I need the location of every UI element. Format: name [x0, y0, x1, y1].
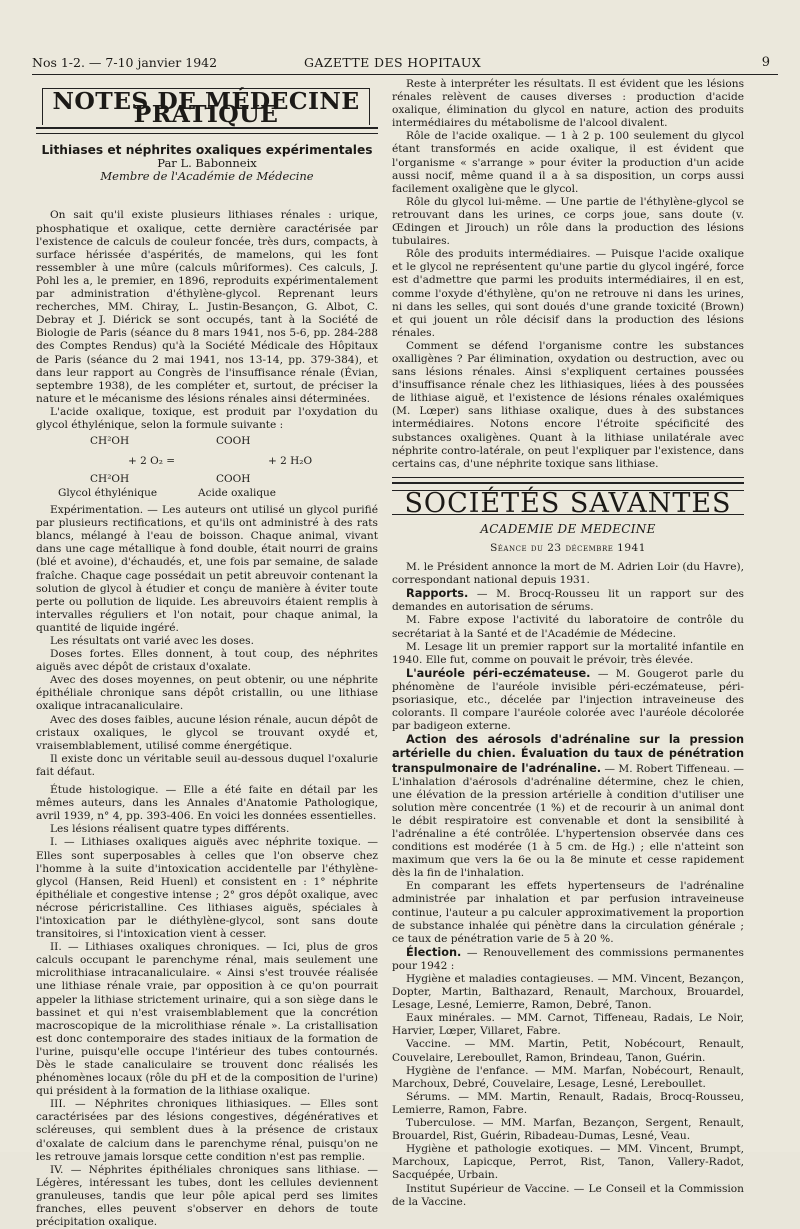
- paragraph: L'acide oxalique, toxique, est produit par l'oxydation du glycol éthylénique, selon la formule suivante :: [36, 405, 378, 431]
- paragraph: IV. — Néphrites épithéliales chroniques sans lithiase. — Légères, intéressant les tubes, dont les cellules deviennent granuleuses, tandis que leur pôle apical perd ses limites franches, elles peuvent s'observer en dehors de toute précipitation oxalique.: [36, 1163, 378, 1229]
- issue-date: Nos 1-2. — 7-10 janvier 1942: [32, 55, 218, 70]
- subhead: Élection.: [406, 945, 462, 959]
- academy-name: ACADEMIE DE MEDECINE: [480, 521, 656, 536]
- paragraph: Avec des doses moyennes, on peut obtenir, ou une néphrite épithéliale chronique sans dépôt cristallin, ou une lithiase oxalique intracanaliculaire.: [36, 674, 378, 713]
- right-column: [392, 78, 744, 1209]
- author: Par L. Babonneix: [157, 156, 257, 171]
- paragraph: III. — Néphrites chroniques lithiasiques. — Elles sont caractérisées par des lésions congestives, dégénératives et scléreuses, qui semblent dues à la présence de cristaux d'oxalate de calcium dans le parenchyme rénal, puisqu'on ne les retrouve jamais lorsque cette condition n'est pas remplie.: [36, 1098, 378, 1163]
- paragraph: Il existe donc un véritable seuil au-dessous duquel l'oxalurie fait défaut.: [36, 752, 378, 778]
- paragraph: Les lésions réalisent quatre types différents.: [50, 823, 290, 836]
- paragraph: Hygiène de l'enfance. — MM. Marfan, Nobécourt, Renault, Marchoux, Debré, Couvelaire, Lesage, Lesné, Lereboullet.: [392, 1064, 744, 1090]
- paragraph: Rôle des produits intermédiaires. — Puisque l'acide oxalique et le glycol ne représentent qu'une partie du glycol ingéré, force est d'admettre que parmi les produits intermédiaires, il en est, comme l'oxyde d'éthylène, qu'on ne retrouve ni dans les urines, ni dans les selles, qui sont doués d'une grande toxicité (Brown) et qui jouent un rôle décisif dans la production des lésions rénales.: [392, 248, 744, 339]
- paragraph: L'auréole péri-eczémateuse. — M. Gougerot parle du phénomène de l'auréole invisible péri-eczémateuse, péri-psoriasique, etc., décelée par l'injection intraveineuse des colorants. Il compare l'auréole colorée avec l'auréole décolorée par badigeon externe.: [392, 666, 745, 733]
- section-title: NOTES DE MÉDECINE PRATIQUE: [42, 88, 370, 125]
- paragraph: M. le Président annonce la mort de M. Adrien Loir (du Havre), correspondant national depuis 1931.: [392, 561, 744, 587]
- formula-ch2oh-top: CH²OH: [90, 435, 130, 448]
- paragraph: Vaccine. — MM. Martin, Petit, Nobécourt, Renault, Couvelaire, Lereboullet, Ramon, Brindeau, Tanon, Guérin.: [392, 1038, 744, 1064]
- formula-water: + 2 H₂O: [268, 455, 313, 468]
- author-affiliation: Membre de l'Académie de Médecine: [100, 169, 314, 184]
- formula-label-glycol: Glycol éthylénique: [58, 487, 158, 500]
- paragraph: I. — Lithiases oxaliques aiguës avec néphrite toxique. — Elles sont superposables à celles que l'on observe chez l'homme à la suite d'intoxication accidentelle par l'éthylène-glycol (Hansen, Reid Huenl) et consistent en : 1° néphrite épithéliale et congestive intense ; 2° gros dépôt oxalique, avec nécrose péricristalline. Ces lithiases aiguës, spéciales à l'intoxication par le diéthylène-glycol, sont sans doute transitoires, si l'intoxication vient à cesser.: [36, 836, 378, 941]
- paragraph: Reste à interpréter les résultats. Il est évident que les lésions rénales relèvent de causes diverses : production d'acide oxalique, élimination du glycol en nature, action des produits intermédiaires du métabolisme de l'alcool divalent.: [392, 78, 744, 130]
- formula-ch2oh-bottom: CH²OH: [90, 473, 130, 486]
- paragraph: M. Fabre expose l'activité du laboratoire de contrôle du secrétariat à la Santé et de l'Académie de Médecine.: [392, 614, 744, 640]
- paragraph: Eaux minérales. — MM. Carnot, Tiffeneau, Radais, Le Noir, Harvier, Lœper, Villaret, Fabre.: [392, 1012, 744, 1038]
- paragraph: Institut Supérieur de Vaccine. — Le Conseil et la Commission de la Vaccine.: [392, 1182, 744, 1208]
- section-title: SOCIÉTÉS SAVANTES: [392, 490, 744, 515]
- paragraph: En comparant les effets hypertenseurs de l'adrénaline administrée par inhalation et par perfusion intraveineuse continue, l'auteur a pu calculer approximativement la proportion de substance inhalée qui pénètre dans la circulation générale ; ce taux de pénétration varie de 5 à 20 %.: [392, 880, 744, 945]
- running-header: [32, 54, 778, 75]
- paragraph: Sérums. — MM. Martin, Renault, Radais, Brocq-Rousseu, Lemierre, Ramon, Fabre.: [392, 1090, 744, 1116]
- subhead: L'auréole péri-eczémateuse.: [406, 666, 591, 680]
- formula-cooh-top: COOH: [216, 435, 251, 448]
- subhead: Rapports.: [406, 587, 469, 601]
- paragraph: Étude histologique. — Elle a été faite en détail par les mêmes auteurs, dans les Annales d'Anatomie Pathologique, avril 1939, n° 4, pp. 393-406. En voici les données essentielles.: [36, 784, 378, 823]
- formula-oxygen: + 2 O₂ =: [128, 455, 176, 468]
- paragraph: M. Lesage lit un premier rapport sur la mortalité infantile en 1940. Elle fut, comme on pouvait le prévoir, très élevée.: [392, 640, 744, 666]
- subhead: Action des aérosols d'adrénaline sur la pression artérielle du chien. Évaluation du taux de pénétration transpulmonaire de l'adrénaline.: [392, 733, 744, 775]
- session-date: Séance du 23 décembre 1941: [490, 542, 646, 554]
- title-rule: [36, 127, 378, 134]
- paragraph: Tuberculose. — MM. Marfan, Bezançon, Sergent, Renault, Brouardel, Rist, Guérin, Ribadeau-Dumas, Lesné, Veau.: [392, 1117, 744, 1143]
- paragraph: Élection. — Renouvellement des commissions permanentes pour 1942 :: [392, 945, 744, 972]
- paragraph: Les résultats ont varié avec les doses.: [50, 635, 254, 647]
- paragraph: Action des aérosols d'adrénaline sur la pression artérielle du chien. Évaluation du taux de pénétration transpulmonaire de l'adrénaline. — M. Robert Tiffeneau. — L'inhalation d'aérosols d'adrénaline détermine, chez le chien, une élévation de la pression artérielle à condition d'utiliser une solution mère concentrée (1 %) et de recourir à un animal dont le débit respiratoire est convenable et dont la sensibilité à l'adrénaline a été contrôlée. L'hypertension observée dans ces conditions est modérée (1 à 5 cm. de Hg.) ; elle n'atteint son maximum que vers la 6e ou la 8e minute et cesse rapidement dès la fin de l'inhalation.: [392, 733, 744, 880]
- chemical-formula: [36, 435, 378, 501]
- paragraph: Comment se défend l'organisme contre les substances oxalligènes ? Par élimination, oxydation ou destruction, avec ou sans lésions rénales. Ainsi s'expliquent certaines poussées d'insuffisance rénale chez les lithiasiques, liées à des poussées de lithiase aiguë, et l'existence de lésions rénales oxalémiques (M. Lœper) sans lithiase oxalique, dues à des substances intermédiaires. Notons encore l'étroite spécificité des substances oxaligènes. Quant à la lithiase unilatérale avec néphrite contro-latérale, on peut l'expliquer par l'existence, dans certains cas, d'une néphrite toxique sans lithiase.: [392, 339, 744, 470]
- journal-name: GAZETTE DES HOPITAUX: [304, 55, 482, 70]
- page-number: 9: [761, 55, 770, 70]
- paragraph: Rapports. — M. Brocq-Rousseu lit un rapport sur des demandes en autorisation de sérums.: [392, 587, 744, 614]
- formula-cooh-bottom: COOH: [216, 473, 251, 486]
- section-rule: [392, 477, 744, 484]
- paragraph: Avec des doses faibles, aucune lésion rénale, aucun dépôt de cristaux oxaliques, le glycol se trouvant oxydé et, vraisemblablement, utilisé comme énergétique.: [36, 713, 378, 752]
- formula-label-acid: Acide oxalique: [198, 487, 277, 500]
- paragraph: Rôle du glycol lui-même. — Une partie de l'éthylène-glycol se retrouvant dans les urines, ce corps joue, sans doute (v. Œdingen et Jirouch) un rôle dans la production des lésions tubulaires.: [392, 195, 744, 248]
- paragraph: Expérimentation. — Les auteurs ont utilisé un glycol purifié par plusieurs rectifications, et qu'ils ont administré à des rats blancs, mélangé à l'eau de boisson. Chaque animal, vivant dans une cage métallique à fond double, était nourri de grains (blé et avoine), d'échaudés, et, une fois par semaine, de salade fraîche. Chaque cage possédait un petit abreuvoir contenant la solution de glycol à étudier et conçu de manière à éviter toute perte ou pollution de liquide. Les abreuvoirs étaient remplis à intervalles réguliers et l'on notait, pour chaque animal, la quantité de liquide ingéré.: [36, 504, 378, 634]
- paragraph: Hygiène et pathologie exotiques. — MM. Vincent, Brumpt, Marchoux, Lapicque, Perrot, Rist, Tanon, Vallery-Radot, Sacquépée, Urbain.: [392, 1143, 744, 1182]
- paragraph: Doses fortes. Elles donnent, à tout coup, des néphrites aiguës avec dépôt de cristaux d'oxalate.: [36, 648, 378, 674]
- paragraph: Hygiène et maladies contagieuses. — MM. Vincent, Bezançon, Dopter, Martin, Balthazard, Renault, Marchoux, Brouardel, Lesage, Lesné, Lemierre, Ramon, Debré, Tanon.: [392, 973, 744, 1012]
- left-column: [36, 88, 378, 1229]
- paragraph: On sait qu'il existe plusieurs lithiases rénales : urique, phosphatique et oxalique, cette dernière caractérisée par l'existence de calculs de couleur foncée, très durs, compacts, à surface hérissée d'aspérités, de mamelons, qui les font ressembler à une mûre (calculs mûriformes). Ces calculs, J. Pohl les a, le premier, en 1896, reproduits expérimentalement par administration d'éthylène-glycol. Reprenant leurs recherches, MM. Chiray, L. Justin-Besançon, G. Albot, C. Debray et J. Diérick se sont occupés, tant à la Société de Biologie de Paris (séance du 8 mars 1941, nos 5-6, pp. 284-288 des Comptes Rendus) qu'à la Société Médicale des Hôpitaux de Paris (séance du 2 mai 1941, nos 13-14, pp. 379-384), et dans leur rapport au Congrès de l'insuffisance rénale (Évian, septembre 1938), de les compléter et, surtout, de préciser la nature et le mécanisme des lésions rénales ainsi déterminées.: [36, 209, 378, 405]
- paragraph: II. — Lithiases oxaliques chroniques. — Ici, plus de gros calculs occupant le parenchyme rénal, mais seulement une microlithiase intracanaliculaire. « Ainsi s'est trouvée réalisée une lithiase rénale vraie, par opposition à ce qu'on pourrait appeler la lithiase strictement urinaire, qui a son siège dans le bassinet et qui n'est vraisemblablement que la concrétion macroscopique de la microlithiase rénale ». La cristallisation est donc contemporaire des stades initiaux de la formation de l'urine, puisqu'elle occupe l'intérieur des tubes contournés. Dès le stade canaliculaire se trouvent donc réalisés les phénomènes locaux (rôle du pH et de la composition de l'urine) qui président à la formation de la lithiase oxalique.: [36, 941, 378, 1098]
- article-title: Lithiases et néphrites oxaliques expérimentales: [41, 143, 373, 158]
- paragraph: Rôle de l'acide oxalique. — 1 à 2 p. 100 seulement du glycol étant transformés en acide oxalique, il est évident que l'organisme « s'arrange » pour éviter la production d'un acide aussi nocif, même quand il a à sa disposition, un corps aussi facilement oxaligène que le glycol.: [392, 130, 744, 195]
